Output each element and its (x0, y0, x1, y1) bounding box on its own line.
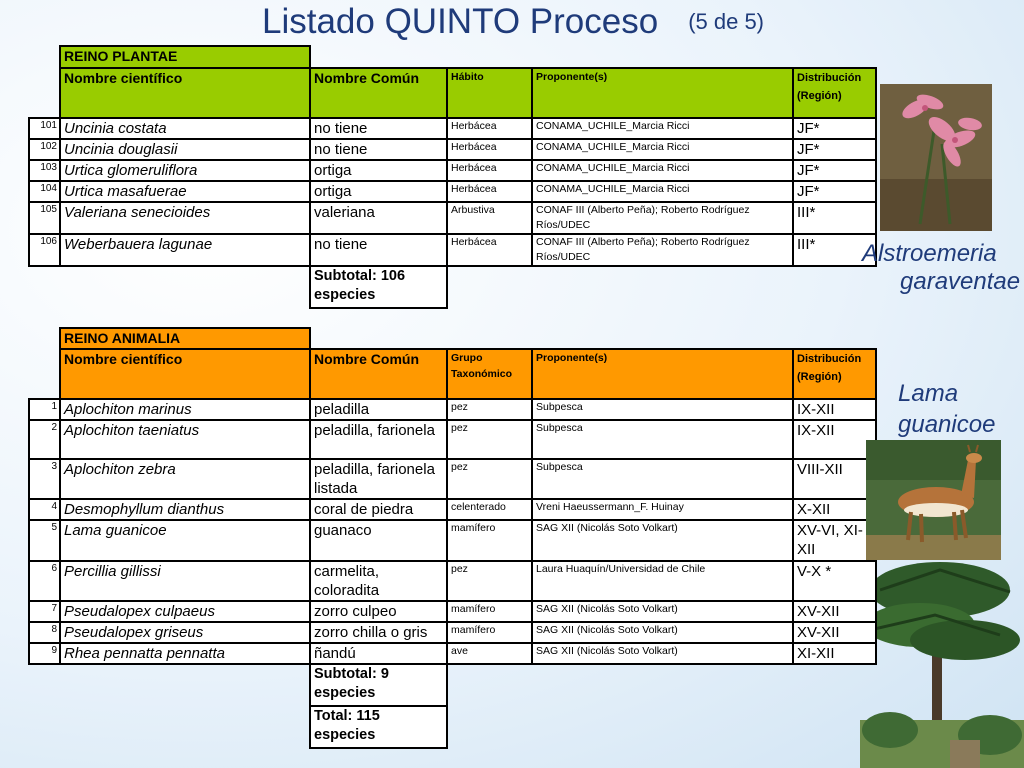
distribution-cell: V-X * (793, 561, 876, 601)
subtotal: Subtotal: 106 especies (310, 266, 447, 308)
scientific-name: Percillia gillissi (60, 561, 310, 601)
table-row (29, 643, 876, 664)
scientific-name: Aplochiton taeniatus (60, 420, 310, 459)
subtotal: Subtotal: 9 especies (310, 664, 447, 706)
title-main: Listado QUINTO Proceso (262, 2, 659, 41)
scientific-name: Lama guanicoe (60, 520, 310, 561)
distribution-cell: IX-XII (793, 399, 876, 420)
scientific-name: Pseudalopex griseus (60, 622, 310, 643)
table-row (29, 622, 876, 643)
type-cell: celenterado (447, 499, 532, 520)
distribution-cell: X-XII (793, 499, 876, 520)
animalia-table (28, 327, 877, 749)
distribution-cell: VIII-XII (793, 459, 876, 499)
common-name: valeriana (310, 202, 447, 234)
type-cell: Herbácea (447, 118, 532, 139)
scientific-name: Desmophyllum dianthus (60, 499, 310, 520)
type-cell: Arbustiva (447, 202, 532, 234)
common-name: zorro culpeo (310, 601, 447, 622)
scientific-name: Uncinia costata (60, 118, 310, 139)
proponent-cell: SAG XII (Nicolás Soto Volkart) (532, 601, 793, 622)
guanaco-image (866, 440, 1001, 560)
common-name: guanaco (310, 520, 447, 561)
distribution-cell: JF* (793, 139, 876, 160)
header-scientific: Nombre científico (60, 349, 310, 399)
blank-cell (29, 706, 310, 748)
distribution-cell: XV-XII (793, 601, 876, 622)
animal-caption-line2: guanicoe (898, 411, 996, 438)
type-cell: pez (447, 399, 532, 420)
table-row (29, 160, 876, 181)
proponent-cell: CONAMA_UCHILE_Marcia Ricci (532, 181, 793, 202)
kingdom-label: REINO PLANTAE (60, 46, 310, 68)
scientific-name: Uncinia douglasii (60, 139, 310, 160)
row-number: 103 (29, 160, 60, 181)
row-number: 1 (29, 399, 60, 420)
row-number: 6 (29, 561, 60, 601)
row-number: 7 (29, 601, 60, 622)
blank-cell (447, 266, 876, 308)
table-row (29, 399, 876, 420)
proponent-cell: CONAMA_UCHILE_Marcia Ricci (532, 160, 793, 181)
kingdom-label: REINO ANIMALIA (60, 328, 310, 349)
proponent-cell: Vreni Haeussermann_F. Huinay (532, 499, 793, 520)
table-row (29, 139, 876, 160)
proponent-cell: CONAF III (Alberto Peña); Roberto Rodríguez Ríos/UDEC (532, 202, 793, 234)
table-row (29, 202, 876, 234)
table-row (29, 118, 876, 139)
scientific-name: Aplochiton marinus (60, 399, 310, 420)
common-name: carmelita, coloradita (310, 561, 447, 601)
table-row (29, 601, 876, 622)
distribution-cell: III* (793, 202, 876, 234)
proponent-cell: SAG XII (Nicolás Soto Volkart) (532, 643, 793, 664)
blank-cell (29, 266, 310, 308)
proponent-cell: CONAF III (Alberto Peña); Roberto Rodríguez Ríos/UDEC (532, 234, 793, 266)
table-row (29, 520, 876, 561)
type-cell: Herbácea (447, 139, 532, 160)
common-name: no tiene (310, 118, 447, 139)
proponent-cell: Subpesca (532, 420, 793, 459)
distribution-cell: JF* (793, 160, 876, 181)
header-type: Grupo Taxonómico (447, 349, 532, 399)
row-number: 4 (29, 499, 60, 520)
proponent-cell: SAG XII (Nicolás Soto Volkart) (532, 520, 793, 561)
row-number: 9 (29, 643, 60, 664)
common-name: peladilla, farionela listada (310, 459, 447, 499)
title-sub: (5 de 5) (688, 9, 765, 34)
page-title (262, 2, 764, 48)
blank-cell (310, 328, 876, 349)
blank-cell (29, 46, 60, 68)
common-name: peladilla (310, 399, 447, 420)
proponent-cell: CONAMA_UCHILE_Marcia Ricci (532, 139, 793, 160)
common-name: no tiene (310, 139, 447, 160)
scientific-name: Weberbauera lagunae (60, 234, 310, 266)
distribution-cell: XV-VI, XI-XII (793, 520, 876, 561)
row-number: 104 (29, 181, 60, 202)
table-row (29, 459, 876, 499)
proponent-cell: Subpesca (532, 399, 793, 420)
blank-cell (29, 68, 60, 118)
scientific-name: Pseudalopex culpaeus (60, 601, 310, 622)
common-name: coral de piedra (310, 499, 447, 520)
plant-caption-line2: garaventae (900, 268, 1021, 295)
proponent-cell: Laura Huaquín/Universidad de Chile (532, 561, 793, 601)
plant-caption-line1: Alstroemeria (862, 240, 997, 267)
table-row (29, 234, 876, 266)
distribution-cell: IX-XII (793, 420, 876, 459)
type-cell: ave (447, 643, 532, 664)
animal-caption-line1: Lama (898, 380, 959, 407)
type-cell: mamífero (447, 622, 532, 643)
scientific-name: Aplochiton zebra (60, 459, 310, 499)
blank-cell (447, 664, 876, 706)
guanaco-photo (866, 440, 1001, 560)
type-cell: mamífero (447, 601, 532, 622)
row-number: 106 (29, 234, 60, 266)
header-scientific: Nombre científico (60, 68, 310, 118)
row-number: 102 (29, 139, 60, 160)
blank-cell (29, 328, 60, 349)
blank-cell (29, 349, 60, 399)
scientific-name: Urtica masafuerae (60, 181, 310, 202)
type-cell: pez (447, 420, 532, 459)
total: Total: 115 especies (310, 706, 447, 748)
common-name: peladilla, farionela (310, 420, 447, 459)
type-cell: pez (447, 561, 532, 601)
scientific-name: Valeriana senecioides (60, 202, 310, 234)
distribution-cell: III* (793, 234, 876, 266)
flower-image (880, 84, 992, 231)
table-row (29, 561, 876, 601)
row-number: 2 (29, 420, 60, 459)
header-common: Nombre Común (310, 349, 447, 399)
row-number: 101 (29, 118, 60, 139)
blank-cell (447, 706, 876, 748)
row-number: 5 (29, 520, 60, 561)
header-distribution: Distribución (Región) (793, 68, 876, 118)
type-cell: Herbácea (447, 234, 532, 266)
header-proponent: Proponente(s) (532, 349, 793, 399)
proponent-cell: CONAMA_UCHILE_Marcia Ricci (532, 118, 793, 139)
plantae-table (28, 45, 877, 309)
table-row (29, 181, 876, 202)
proponent-cell: Subpesca (532, 459, 793, 499)
header-proponent: Proponente(s) (532, 68, 793, 118)
type-cell: Herbácea (447, 181, 532, 202)
common-name: ñandú (310, 643, 447, 664)
common-name: ortiga (310, 160, 447, 181)
scientific-name: Urtica glomeruliflora (60, 160, 310, 181)
type-cell: Herbácea (447, 160, 532, 181)
type-cell: pez (447, 459, 532, 499)
common-name: ortiga (310, 181, 447, 202)
animal-caption (898, 378, 995, 440)
alstroemeria-photo (880, 84, 992, 231)
plant-caption (862, 240, 1020, 296)
common-name: no tiene (310, 234, 447, 266)
row-number: 105 (29, 202, 60, 234)
table-row (29, 420, 876, 459)
row-number: 8 (29, 622, 60, 643)
row-number: 3 (29, 459, 60, 499)
distribution-cell: JF* (793, 118, 876, 139)
table-row (29, 499, 876, 520)
header-type: Hábito (447, 68, 532, 118)
common-name: zorro chilla o gris (310, 622, 447, 643)
header-common: Nombre Común (310, 68, 447, 118)
type-cell: mamífero (447, 520, 532, 561)
distribution-cell: XV-XII (793, 622, 876, 643)
proponent-cell: SAG XII (Nicolás Soto Volkart) (532, 622, 793, 643)
header-distribution: Distribución (Región) (793, 349, 876, 399)
araucaria-tree-image (860, 530, 1024, 768)
distribution-cell: JF* (793, 181, 876, 202)
distribution-cell: XI-XII (793, 643, 876, 664)
blank-cell (29, 664, 310, 706)
scientific-name: Rhea pennatta pennatta (60, 643, 310, 664)
blank-cell (310, 46, 876, 68)
